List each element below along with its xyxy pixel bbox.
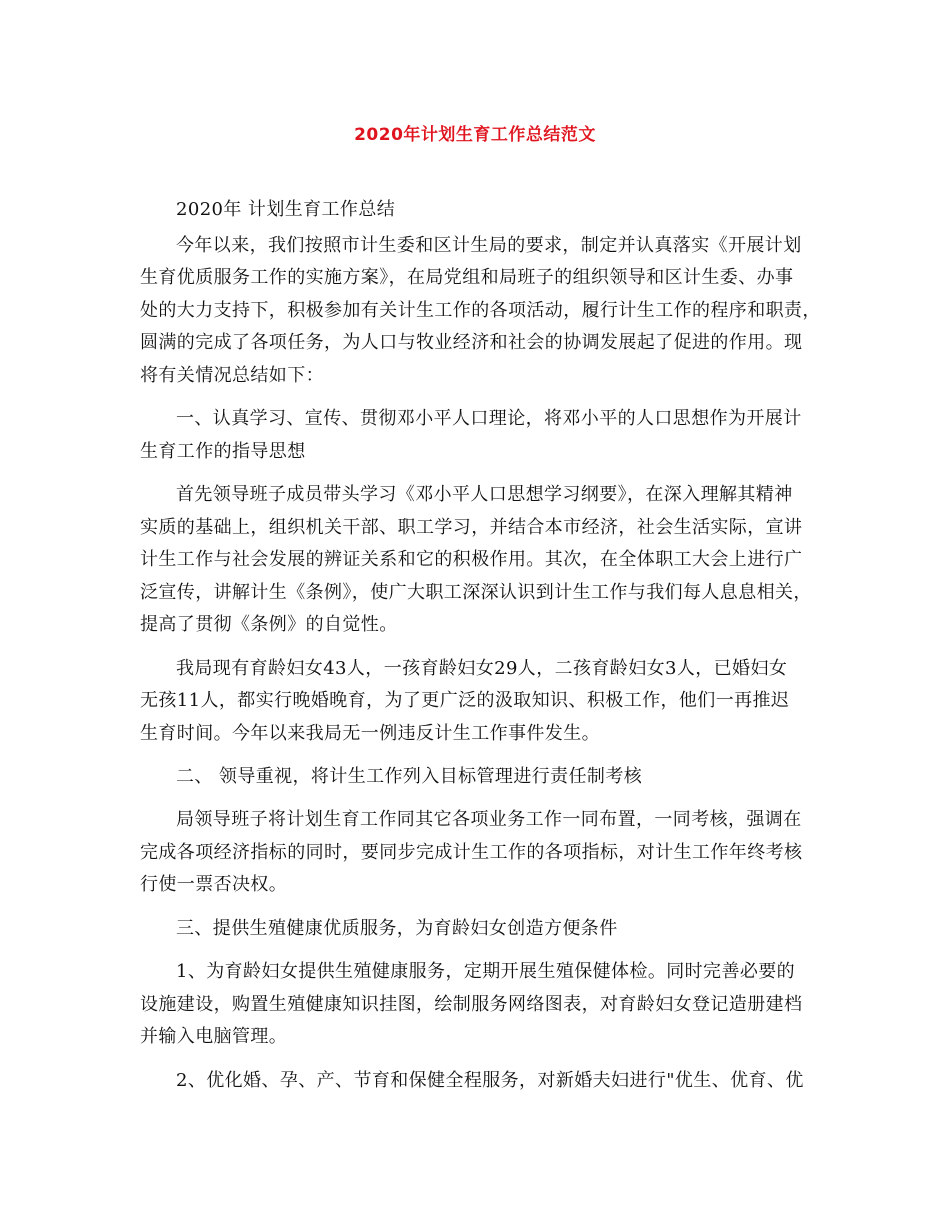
paragraph-line: 泛宣传，讲解计生《条例》，使广大职工深深认识到计生工作与我们每人息息相关， bbox=[140, 582, 812, 603]
paragraph-line: 首先领导班子成员带头学习《邓小平人口思想学习纲要》，在深入理解其精神 bbox=[176, 484, 793, 505]
paragraph-line: 我局现有育龄妇女43人，一孩育龄妇女29人，二孩育龄妇女3人，已婚妇女 bbox=[176, 658, 788, 679]
paragraph-line: 生育时间。今年以来我局无一例违反计生工作事件发生。 bbox=[140, 723, 600, 744]
section-heading-2: 二、 领导重视，将计生工作列入目标管理进行责任制考核 bbox=[176, 766, 643, 787]
paragraph-line: 今年以来，我们按照市计生委和区计生局的要求，制定并认真落实《开展计划 bbox=[176, 235, 802, 256]
paragraph-line: 生育优质服务工作的实施方案》，在局党组和局班子的组织领导和区计生委、办事 bbox=[140, 267, 794, 288]
paragraph-line: 局领导班子将计划生育工作同其它各项业务工作一同布置，一同考核，强调在 bbox=[176, 809, 802, 830]
paragraph-line: 计生工作与社会发展的辨证关系和它的积极作用。其次，在全体职工大会上进行广 bbox=[140, 549, 803, 570]
paragraph-line: 处的大力支持下，积极参加有关计生工作的各项活动，履行计生工作的程序和职责， bbox=[140, 300, 821, 321]
paragraph-line: 设施建设，购置生殖健康知识挂图，绘制服务网络图表，对育龄妇女登记造册建档 bbox=[140, 994, 803, 1015]
subtitle-line: 2020年 计划生育工作总结 bbox=[176, 199, 396, 220]
document-title: 2020年计划生育工作总结范文 bbox=[354, 125, 596, 145]
paragraph-line: 1、为育龄妇女提供生殖健康服务，定期开展生殖保健体检。同时完善必要的 bbox=[176, 961, 796, 982]
section-heading-1: 一、认真学习、宣传、贯彻邓小平人口理论，将邓小平的人口思想作为开展计 bbox=[176, 408, 802, 429]
paragraph-line: 行使一票否决权。 bbox=[140, 874, 288, 895]
paragraph-line: 2、优化婚、孕、产、节育和保健全程服务，对新婚夫妇进行"优生、优育、优 bbox=[176, 1070, 804, 1091]
paragraph-line: 无孩11人，都实行晚婚晚育，为了更广泛的汲取知识、积极工作，他们一再推迟 bbox=[140, 690, 790, 711]
paragraph-line: 实质的基础上，组织机关干部、职工学习，并结合本市经济，社会生活实际，宣讲 bbox=[140, 517, 803, 538]
paragraph-line: 将有关情况总结如下： bbox=[140, 365, 324, 386]
paragraph-line: 完成各项经济指标的同时，要同步完成计生工作的各项指标，对计生工作年终考核 bbox=[140, 842, 803, 863]
paragraph-line: 并输入电脑管理。 bbox=[140, 1026, 288, 1047]
paragraph-line: 圆满的完成了各项任务，为人口与牧业经济和社会的协调发展起了促进的作用。现 bbox=[140, 332, 803, 353]
section-heading-3: 三、提供生殖健康优质服务，为育龄妇女创造方便条件 bbox=[176, 918, 618, 939]
paragraph-line: 提高了贯彻《条例》的自觉性。 bbox=[140, 614, 398, 635]
section-heading-1-cont: 生育工作的指导思想 bbox=[140, 441, 306, 462]
